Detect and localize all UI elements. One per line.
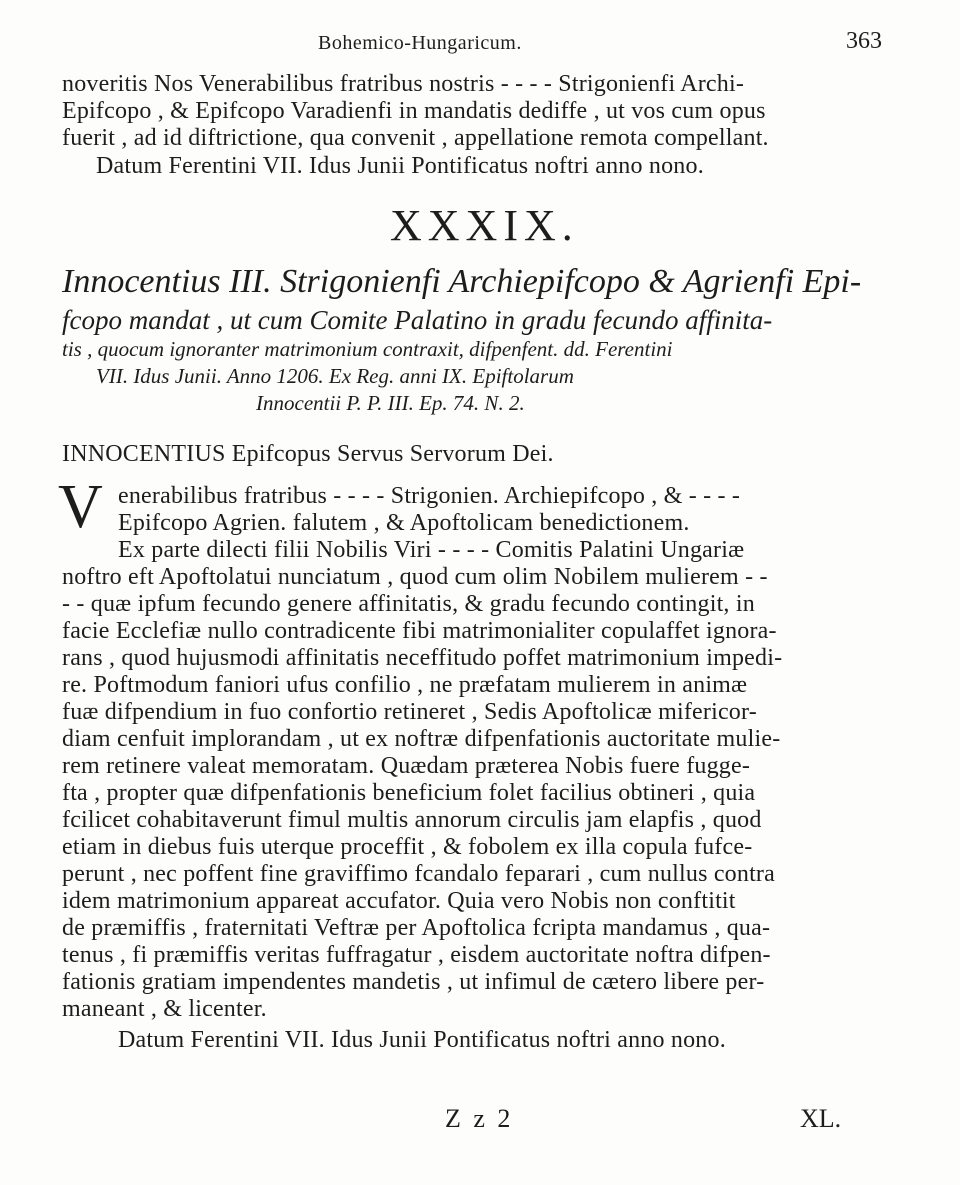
running-head: Bohemico-Hungaricum. <box>318 32 522 54</box>
drop-cap: V <box>58 473 103 541</box>
body-line: maneant , & licenter. <box>62 996 267 1022</box>
body-line: fta , propter quæ difpenfationis beneficium folet facilius obtineri , quia <box>62 780 756 806</box>
salutation: INNOCENTIUS Epifcopus Servus Servorum Dei. <box>62 441 554 467</box>
body-line: Epifcopo Agrien. falutem , & Apoftolicam benedictionem. <box>118 510 690 536</box>
body-line: de præmiffis , fraternitati Veftræ per Apoftolica fcripta mandamus , qua- <box>62 915 771 941</box>
signature-mark: Z z 2 <box>445 1104 514 1133</box>
body-line: rans , quod hujusmodi affinitatis neceffitudo poffet matrimonium impedi- <box>62 645 783 671</box>
body-line: enerabilibus fratribus - - - - Strigonien. Archiepifcopo , & - - - - <box>118 483 741 509</box>
text-line: Epifcopo , & Epifcopo Varadienfi in mandatis dediffe , ut vos cum opus <box>62 98 766 124</box>
summary-line: fcopo mandat , ut cum Comite Palatino in gradu fecundo affinita- <box>62 305 773 335</box>
body-line: tenus , fi præmiffis veritas fuffragatur , eisdem auctoritate noftra difpen- <box>62 942 771 968</box>
summary-line: tis , quocum ignoranter matrimonium contraxit, difpenfent. dd. Ferentini <box>62 337 673 361</box>
section-numeral: XXXIX. <box>390 201 579 250</box>
text-line: fuerit , ad id diftrictione, qua convenit , appellatione remota compellant. <box>62 125 769 151</box>
catchword: XL. <box>800 1104 842 1133</box>
body-line: Ex parte dilecti filii Nobilis Viri - - - - Comitis Palatini Ungariæ <box>118 537 745 563</box>
body-line: perunt , nec poffent fine graviffimo fcandalo feparari , cum nullus contra <box>62 861 775 887</box>
text-line: noveritis Nos Venerabilibus fratribus nostris - - - - Strigonienfi Archi- <box>62 71 745 97</box>
body-line: fationis gratiam impendentes mandetis , ut infimul de cætero libere per- <box>62 969 765 995</box>
body-line: fcilicet cohabitaverunt fimul multis annorum circulis jam elapfis , quod <box>62 807 762 833</box>
body-line: noftro eft Apoftolatui nunciatum , quod cum olim Nobilem mulierem - - <box>62 564 768 590</box>
summary-line: Innocentii P. P. III. Ep. 74. N. 2. <box>256 391 525 415</box>
body-line: fuæ difpendium in fuo confortio retineret , Sedis Apoftolicæ mifericor- <box>62 699 757 725</box>
body-line: - - quæ ipfum fecundo genere affinitatis, & gradu fecundo contingit, in <box>62 591 755 617</box>
body-line: facie Ecclefiæ nullo contradicente fibi matrimonialiter copulaffet ignora- <box>62 618 777 644</box>
body-line: etiam in diebus fuis uterque proceffit , & fobolem ex illa copula fufce- <box>62 834 753 860</box>
summary-line: VII. Idus Junii. Anno 1206. Ex Reg. anni IX. Epiftolarum <box>96 364 574 388</box>
summary-line: Innocentius III. Strigonienfi Archiepifcopo & Agrienfi Epi- <box>62 263 862 300</box>
body-line: re. Poftmodum faniori ufus confilio , ne præfatam mulierem in animæ <box>62 672 748 698</box>
text-line: Datum Ferentini VII. Idus Junii Pontificatus noftri anno nono. <box>96 153 704 179</box>
page-number: 363 <box>846 28 882 54</box>
body-line: idem matrimonium appareat accufator. Quia vero Nobis non conftitit <box>62 888 736 914</box>
body-line: Datum Ferentini VII. Idus Junii Pontificatus noftri anno nono. <box>118 1027 726 1053</box>
body-line: diam cenfuit implorandam , ut ex noftræ difpenfationis auctoritate mulie- <box>62 726 781 752</box>
body-line: rem retinere valeat memoratam. Quædam præterea Nobis fuere fugge- <box>62 753 751 779</box>
